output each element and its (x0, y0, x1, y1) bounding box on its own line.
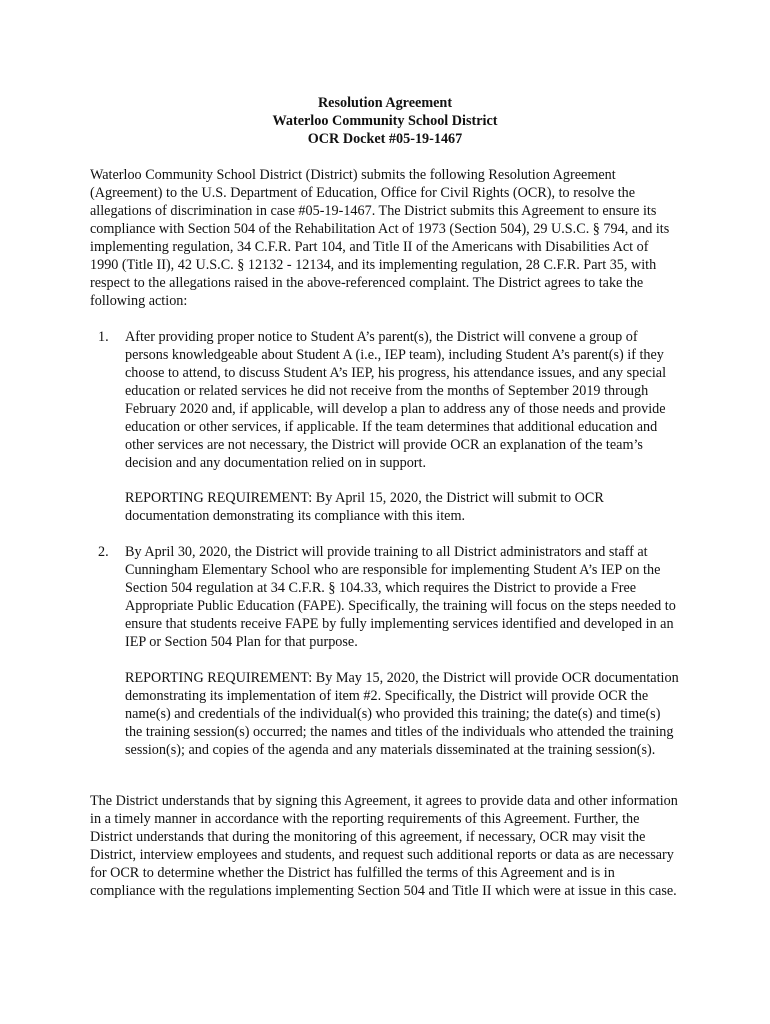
intro-paragraph: Waterloo Community School District (District) submits the following Resolution Agreement (Agreement) to the U.S. Department of Education, Office for Civil Rights (OCR), to resolve the allegations of discrimination in case #05-19-1467. The District submits this Agreement to ensure its compliance with Section 504 of the Rehabilitation Act of 1973 (Section 504), 29 U.S.C. § 794, and its implementing regulation, 34 C.F.R. Part 104, and Title II of the Americans with Disabilities Act of 1990 (Title II), 42 U.S.C. § 12132 - 12134, and its implementing regulation, 28 C.F.R. Part 35, with respect to the allegations raised in the above-referenced complaint. The District agrees to take the following action: (90, 167, 670, 309)
district-name: Waterloo Community School District (272, 113, 498, 129)
docket-number: OCR Docket #05-19-1467 (307, 131, 463, 147)
item-text: After providing proper notice to Student A’s parent(s), the District will convene a group of persons knowledgeable about Student A (i.e., IEP team), including Student A’s parent(s) if they choose to attend, to discuss Student A’s IEP, his progress, his attendance issues, and any special education or related services he did not receive from the months of September 2019 through February 2020 and, if applicable, will develop a plan to address any of those needs and provide education or other services, if applicable. If the team determines that additional education and other services are not necessary, the District will provide OCR an explanation of the team’s decision and any documentation relied on in support. (125, 329, 667, 471)
reporting-requirement-1: REPORTING REQUIREMENT: By April 15, 2020, the District will submit to OCR documentation demonstrating its compliance with this item. (125, 490, 604, 524)
item-number: 1. (98, 329, 109, 345)
document-header (0, 94, 770, 148)
item-number: 2. (98, 544, 109, 560)
reporting-requirement-2: REPORTING REQUIREMENT: By May 15, 2020, the District will provide OCR documentation demonstrating its implementation of item #2. Specifically, the District will provide OCR the name(s) and credentials of the individual(s) who provided this training; the date(s) and time(s) the training session(s) occurred; the names and titles of the individuals who attended the training session(s); and copies of the agenda and any materials disseminated at the training session(s). (125, 670, 679, 758)
document-title: Resolution Agreement (317, 95, 453, 111)
item-text: By April 30, 2020, the District will provide training to all District administrators and staff at Cunningham Elementary School who are responsible for implementing Student A’s IEP on the Section 504 regulation at 34 C.F.R. § 104.33, which requires the District to provide a Free Appropriate Public Education (FAPE). Specifically, the training will focus on the steps needed to ensure that students receive FAPE by fully implementing services identified and developed in an IEP or Section 504 Plan for that purpose. (125, 544, 676, 650)
closing-paragraph: The District understands that by signing this Agreement, it agrees to provide data and other information in a timely manner in accordance with the reporting requirements of this Agreement. Further, the District understands that during the monitoring of this agreement, if necessary, OCR may visit the District, interview employees and students, and request such additional reports or data as are necessary for OCR to determine whether the District has fulfilled the terms of this Agreement and is in compliance with the regulations implementing Section 504 and Title II which were at issue in this case. (90, 793, 678, 899)
